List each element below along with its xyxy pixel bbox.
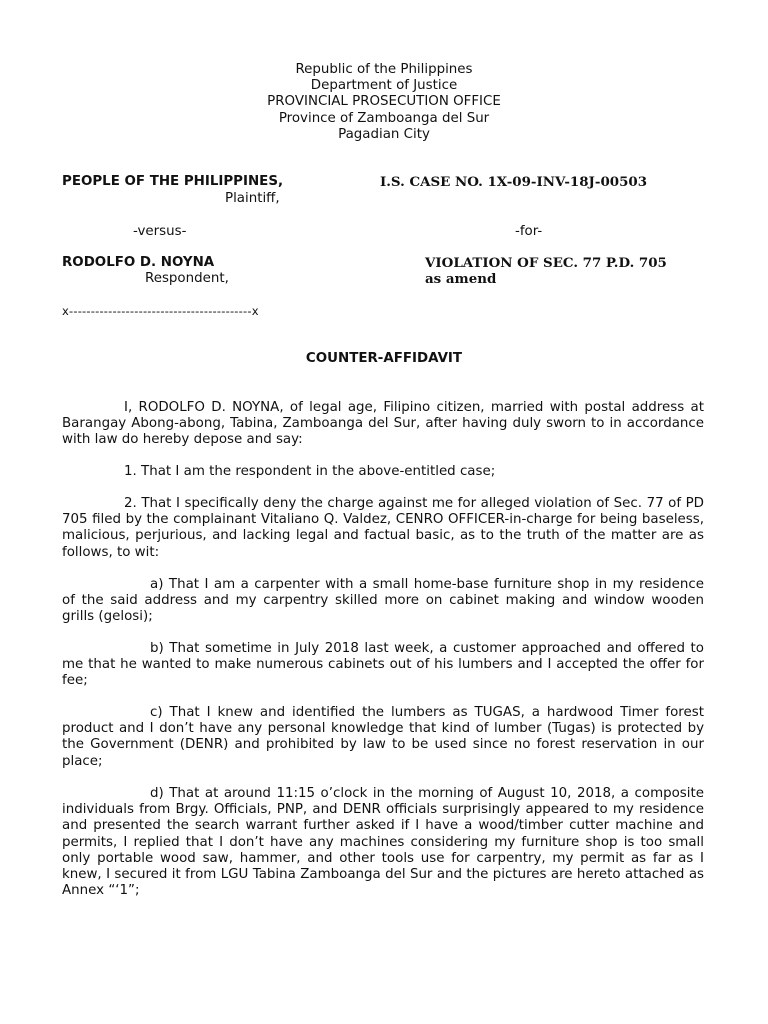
paragraph-d: d) That at around 11:15 o’clock in the morning of August 10, 2018, a composite individuals from Brgy. Officials, PNP, and DENR officials surprisingly appeared to my residence and presented the search warrant further asked if I have a wood/timber cutter machine and permits, I replied that I don’t have any machines considering my furniture shop is too small only portable wood saw, hammer, and other tools use for carpentry, my permit as far as I knew, I secured it from LGU Tabina Zamboanga del Sur and the pictures are hereto attached as Annex “‘1”; bbox=[62, 786, 704, 899]
paragraph-a: a) That I am a carpenter with a small home-base furniture shop in my residence of the said address and my carpentry skilled more on cabinet making and window wooden grills (gelosi); bbox=[62, 577, 704, 625]
caption-separator: x------------------------------------------x bbox=[62, 304, 259, 318]
paragraph-2: 2. That I specifically deny the charge against me for alleged violation of Sec. 77 of PD 705 filed by the complainant Vitaliano Q. Valdez, CENRO OFFICER-in-charge for being baseless, malicious, perjurious, and lacking legal and factual basic, as to the truth of the matter are as follows, to wit: bbox=[62, 496, 704, 560]
paragraph-c: c) That I knew and identified the lumbers as TUGAS, a hardwood Timer forest product and I don’t have any personal knowledge that kind of lumber (Tugas) is protected by the Government (DENR) and prohibited by law to be used since no forest reservation in our place; bbox=[62, 705, 704, 769]
paragraph-1: 1. That I am the respondent in the above-entitled case; bbox=[124, 464, 496, 479]
violation-line-1: VIOLATION OF SEC. 77 P.D. 705 bbox=[425, 255, 667, 271]
header-line-office: PROVINCIAL PROSECUTION OFFICE bbox=[267, 94, 501, 110]
case-number: I.S. CASE NO. 1X-09-INV-18J-00503 bbox=[380, 174, 648, 190]
plaintiff-name: PEOPLE OF THE PHILIPPINES, bbox=[62, 174, 284, 189]
document-title: COUNTER-AFFIDAVIT bbox=[305, 351, 463, 366]
header-line-republic: Republic of the Philippines bbox=[295, 62, 473, 77]
document-header bbox=[0, 62, 768, 143]
intro-paragraph: I, RODOLFO D. NOYNA, of legal age, Filipino citizen, married with postal address at Barangay Abong-abong, Tabina, Zamboanga del Sur, after having duly sworn to in accordance with law do hereby depose and say: bbox=[62, 400, 704, 448]
header-line-department: Department of Justice bbox=[310, 78, 458, 94]
respondent-role: Respondent, bbox=[145, 271, 229, 286]
header-line-province: Province of Zamboanga del Sur bbox=[278, 110, 490, 126]
versus-label: -versus- bbox=[133, 224, 187, 239]
header-line-city: Pagadian City bbox=[338, 126, 430, 142]
respondent-name: RODOLFO D. NOYNA bbox=[62, 255, 215, 270]
for-label: -for- bbox=[515, 224, 543, 239]
paragraph-b: b) That sometime in July 2018 last week, a customer approached and offered to me that he wanted to make numerous cabinets out of his lumbers and I accepted the offer for fee; bbox=[62, 641, 704, 689]
plaintiff-role: Plaintiff, bbox=[225, 191, 280, 206]
violation-line-2: as amend bbox=[425, 271, 497, 287]
